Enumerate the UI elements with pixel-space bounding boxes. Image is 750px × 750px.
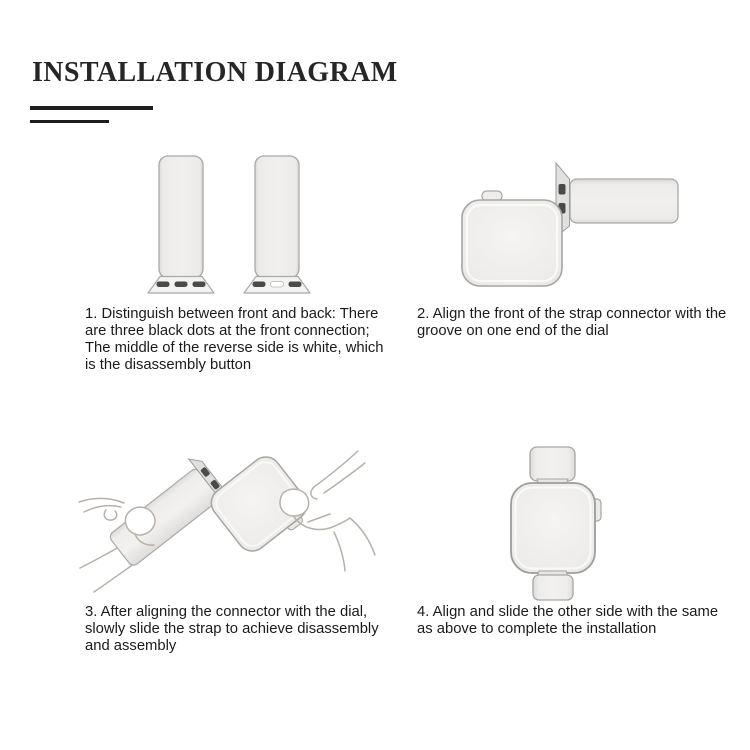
watch-dial xyxy=(462,191,562,286)
page-title: INSTALLATION DIAGRAM xyxy=(32,57,398,88)
step-2-text: 2. Align the front of the strap connector with the groove on one end of the dial xyxy=(417,306,727,339)
watch-body xyxy=(511,483,595,573)
front-strap xyxy=(148,156,214,293)
left-thumb xyxy=(125,507,155,535)
step-4-text: 4. Align and slide the other side with the same as above to complete the installation xyxy=(417,604,719,637)
right-thumb xyxy=(280,489,309,516)
step-3-text: 3. After aligning the connector with the dial, slowly slide the strap to achieve disassembly and assembly xyxy=(85,604,379,654)
back-slot-right xyxy=(289,282,302,288)
strap-in-left-hand xyxy=(101,453,231,572)
front-slot-left xyxy=(157,282,170,288)
step-1-text: 1. Distinguish between front and back: There are three black dots at the front connection; The middle of the reverse side is white, which is the disassembly button xyxy=(85,306,384,373)
straps-front-and-back-illustration xyxy=(120,150,340,300)
assembled-watch-illustration xyxy=(500,442,630,602)
hands-sliding-strap-illustration xyxy=(78,438,388,603)
front-slot-middle xyxy=(175,282,188,288)
assembled-watch xyxy=(511,447,601,600)
title-underline-short xyxy=(30,120,109,123)
back-slot-middle-white xyxy=(271,282,284,288)
back-strap xyxy=(244,156,310,293)
right-hand-sketch xyxy=(280,451,375,571)
connector-slot xyxy=(559,184,566,195)
strap-aligned-with-dial-illustration xyxy=(440,158,690,298)
front-slot-right xyxy=(193,282,206,288)
bottom-strap xyxy=(533,575,573,600)
title-underline-long xyxy=(30,106,153,110)
back-slot-left xyxy=(253,282,266,288)
top-strap xyxy=(530,447,575,481)
strap-with-connector xyxy=(556,163,678,237)
